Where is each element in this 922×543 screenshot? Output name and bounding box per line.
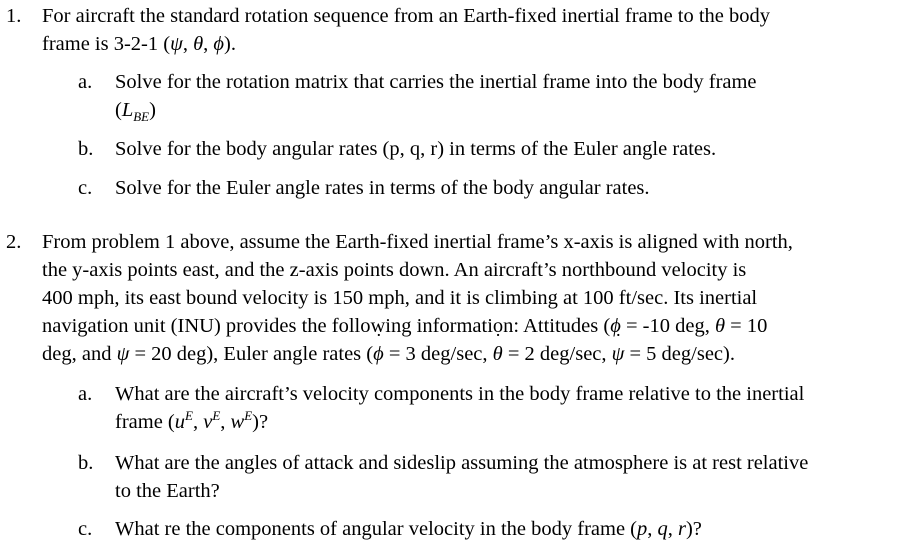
part-text: What re the components of angular velocity in the body frame (p, q, r)? [115,518,702,540]
part-text: Solve for the Euler angle rates in terms of the body angular rates. [115,177,650,199]
part-label: b. [78,452,94,474]
problem-2-line-3: 400 mph, its east bound velocity is 150 mph, and it is climbing at 100 ft/sec. Its inertial [42,287,758,309]
problem-1-line-2: frame is 3-2-1 (ψ, θ, ϕ). [42,33,236,55]
problem-1-statement [42,2,912,58]
part-label: a. [78,383,93,405]
rotation-matrix-symbol: $(L_{BE})$ [115,99,156,125]
problem-2-line-1: From problem 1 above, assume the Earth-fixed inertial frame’s x-axis is aligned with north, [42,231,793,253]
part-label: c. [78,518,93,540]
part-text-line-2: to the Earth? [115,480,220,502]
part-text: What are the aircraft’s velocity components in the body frame relative to the inertial [115,383,805,405]
problem-2-line-5: deg, and ψ = 20 deg), Euler angle rates (ϕ ˙ = 3 deg/sec, θ ˙ = 2 deg/sec, ψ ˙ = 5 deg/sec). [42,340,912,368]
part-text-line-2: frame ($u^E$, $v^E$, $w^E$)? [115,408,269,433]
part-label: c. [78,177,93,199]
phi-symbol: ϕ [610,315,621,337]
part-text: Solve for the body angular rates (p, q, r) in terms of the Euler angle rates. [115,138,717,160]
theta-symbol: θ [714,315,726,337]
psi-symbol: ψ [170,33,183,55]
part-label: a. [78,71,93,93]
problem-2-number: 2. [6,231,22,253]
problem-1-line-1: For aircraft the standard rotation sequence from an Earth-fixed inertial frame to the body [42,5,771,27]
problem-1-number: 1. [6,5,22,27]
phi-dot-symbol: ϕ ˙ [373,340,384,368]
theta-symbol: θ [193,33,204,55]
phi-symbol: ϕ [213,33,225,55]
theta-dot-symbol: θ ˙ [493,340,503,368]
psi-symbol: ψ [116,343,130,365]
problem-2-line-2: the y-axis points east, and the z-axis points down. An aircraft’s northbound velocity is [42,259,747,281]
part-text: Solve for the rotation matrix that carries the inertial frame into the body frame [115,71,757,93]
problem-2-line-4: navigation unit (INU) provides the following information: Attitudes (ϕ = -10 deg, θ = 10 [42,315,768,337]
psi-dot-symbol: ψ ˙ [612,340,625,368]
problem-2-statement [42,228,912,368]
part-label: b. [78,138,94,160]
part-text: What are the angles of attack and sideslip assuming the atmosphere is at rest relative [115,452,809,474]
